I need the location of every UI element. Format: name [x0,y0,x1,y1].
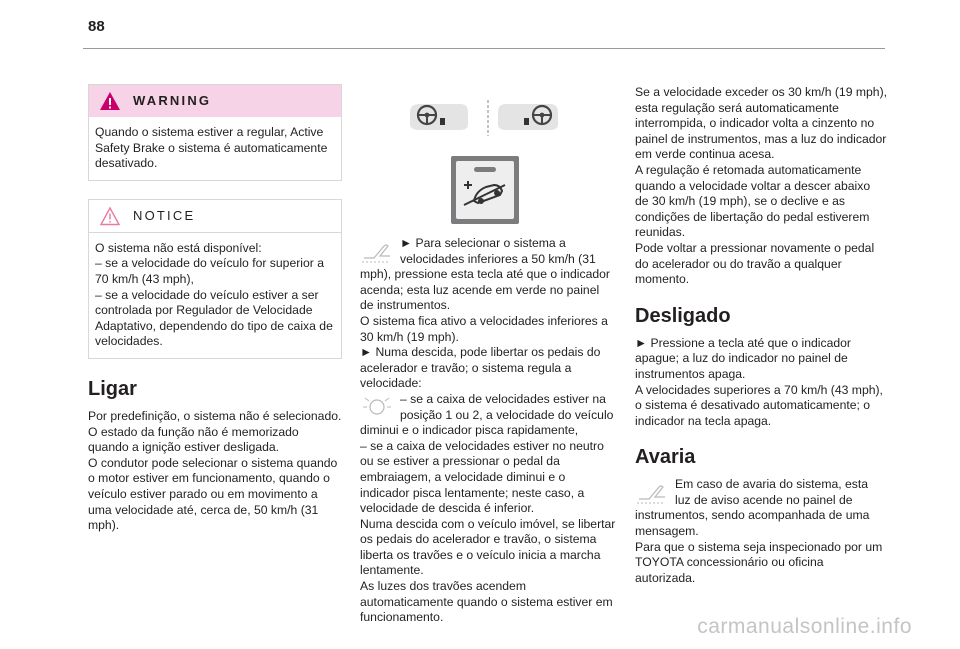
notice-title: NOTICE [133,207,196,223]
avaria-heading: Avaria [635,446,696,469]
notice-line: – se a velocidade do veículo for superior a 70 km/h (43 mph), [95,256,324,286]
gear-note [360,392,616,439]
notice-triangle-icon [99,206,121,226]
avaria-section [635,445,887,586]
middle-column [360,98,616,626]
hand-pointer-icon [360,238,394,264]
middle-paragraph: As luzes dos travões acendem automaticamente quando o sistema estiver em funcionamento. [360,579,613,625]
desligado-paragraph: A velocidades superiores a 70 km/h (43 mph), o sistema é desativado automaticamente; o indicador na tecla apaga. [635,382,883,428]
right-paragraph: Se a velocidade exceder os 30 km/h (19 mph), esta regulação será automaticamente interrompida, o indicador volta a cinzento no painel de instrumentos, mas a luz do indicador em verde continua acesa. [635,85,888,162]
avaria-paragraph: Em caso de avaria do sistema, esta luz de aviso acende no painel de instrumentos, sendo acompanhada de uma mensagem. [635,477,870,539]
desligado-paragraph: ► Pressione a tecla até que o indicador apague; a luz do indicador no painel de instrumentos apaga. [635,335,851,381]
left-column [88,84,342,534]
middle-paragraph: ► Numa descida, pode libertar os pedais do acelerador e travão; o sistema regula a velocidade: [360,345,601,391]
ligar-paragraph: O condutor pode selecionar o sistema quando o motor estiver em funcionamento, quando o veículo estiver parado ou em movimento a uma velocidade até, cerca de, 50 km/h (31 mph). [88,455,338,533]
regulation-section [635,85,887,288]
ligar-paragraph: O estado da função não é memorizado quando a ignição estiver desligada. [88,424,299,455]
header-rule [83,48,885,49]
avaria-note [635,477,887,539]
indicator-light-icon [360,394,394,420]
ligar-section [88,377,342,534]
ligar-heading: Ligar [88,377,137,400]
middle-paragraph: – se a caixa de velocidades estiver na posição 1 ou 2, a velocidade do veículo diminui e o indicador pisca rapidamente, [360,391,614,438]
desligado-section [635,304,887,430]
notice-header [89,200,341,233]
right-paragraph: A regulação é retomada automaticamente quando a velocidade voltar a descer abaixo de 30 km/h (19 mph), se o declive e as condições de libertação do pedal estiverem reunidas. [635,162,871,240]
warning-triangle-icon [99,91,121,111]
ligar-paragraph: Por predefinição, o sistema não é selecionado. [88,408,342,423]
right-paragraph: Pode voltar a pressionar novamente o pedal do acelerador ou do travão a qualquer momento. [635,240,875,287]
site-watermark: carmanualsonline.info [697,615,912,638]
hand-pointer-icon [635,479,669,505]
select-instruction [360,236,616,314]
desligado-heading: Desligado [635,304,731,327]
middle-paragraph: O sistema fica ativo a velocidades inferiores a 30 km/h (19 mph). [360,313,608,344]
notice-box [88,199,342,359]
steering-wheel-icon [360,98,616,138]
page-number: 88 [88,18,105,35]
warning-title: WARNING [133,93,212,109]
middle-paragraph: ► Para selecionar o sistema a velocidades inferiores a 50 km/h (31 mph), pressione esta tecla até que o indicador acenda; esta luz acende em verde no painel de instrumentos. [360,236,610,313]
hdc-figure [360,98,616,228]
warning-header [89,85,341,117]
right-column [635,85,887,586]
middle-paragraph: Numa descida com o veículo imóvel, se libertar os pedais do acelerador e travão, o sistema liberta os travões e o veículo inicia a marcha lentamente. [360,516,616,578]
warning-text: Quando o sistema estiver a regular, Active Safety Brake o sistema é automaticamente desativado. [95,125,328,171]
hill-descent-icon [450,155,520,225]
avaria-paragraph: Para que o sistema seja inspecionado por um TOYOTA concessionário ou oficina autorizada. [635,539,883,585]
notice-line: – se a velocidade do veículo estiver a ser controlada por Regulador de Velocidade Adaptativo, dependendo do tipo de caixa de velocidades. [95,287,333,349]
warning-box [88,84,342,181]
notice-line: O sistema não está disponível: [95,240,262,255]
middle-paragraph: – se a caixa de velocidades estiver no neutro ou se estiver a pressionar o pedal da embraiagem, a velocidade diminui e o indicador pisca lentamente; neste caso, a velocidade de descida é inferior. [360,438,604,516]
